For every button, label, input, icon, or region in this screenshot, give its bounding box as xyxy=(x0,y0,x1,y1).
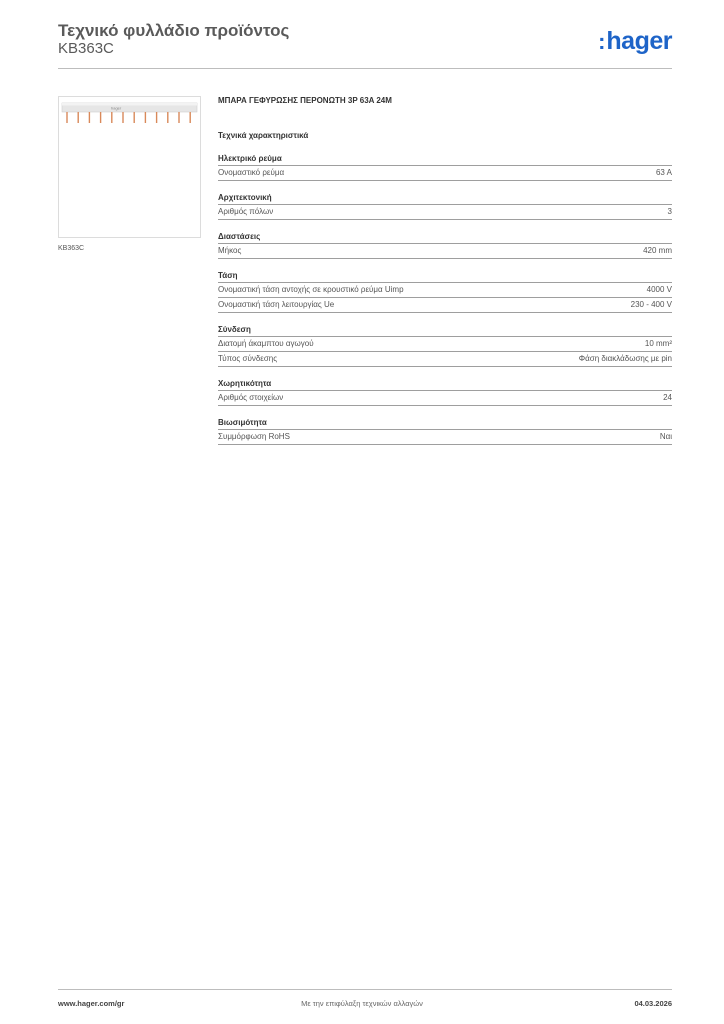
footer-note: Με την επιφύλαξη τεχνικών αλλαγών xyxy=(301,999,423,1008)
spec-row xyxy=(218,430,672,445)
spec-value: 3 xyxy=(667,207,672,216)
product-code: KB363C xyxy=(58,40,114,57)
spec-group-title: Τάση xyxy=(218,271,672,283)
product-name: ΜΠΑΡΑ ΓΕΦΥΡΩΣΗΣ ΠΕΡΟΝΩΤΗ 3P 63A 24M xyxy=(218,96,392,105)
footer-website-link[interactable]: www.hager.com/gr xyxy=(58,999,125,1008)
page-title: Τεχνικό φυλλάδιο προϊόντος xyxy=(58,21,290,40)
spec-group-title: Αρχιτεκτονική xyxy=(218,193,672,205)
spec-value: 230 - 400 V xyxy=(630,300,672,309)
spec-group-title: Βιωσιμότητα xyxy=(218,418,672,430)
spec-group-title: Σύνδεση xyxy=(218,325,672,337)
spec-group xyxy=(218,193,672,220)
spec-row xyxy=(218,337,672,352)
spec-row xyxy=(218,244,672,259)
busbar-brand-label: hager xyxy=(111,105,122,111)
logo-text: hager xyxy=(606,27,672,55)
spec-row xyxy=(218,283,672,298)
spec-label: Μήκος xyxy=(218,246,242,255)
spec-groups xyxy=(218,154,672,445)
spec-row xyxy=(218,205,672,220)
spec-label: Ονομαστική τάση λειτουργίας Ue xyxy=(218,300,335,309)
spec-row xyxy=(218,352,672,367)
spec-label: Αριθμός στοιχείων xyxy=(218,393,284,402)
spec-label: Συμμόρφωση RoHS xyxy=(218,432,290,441)
spec-value: 420 mm xyxy=(643,246,672,255)
spec-value: 63 A xyxy=(655,168,672,177)
header-divider xyxy=(58,68,672,69)
spec-group-title: Χωρητικότητα xyxy=(218,379,672,391)
spec-group xyxy=(218,271,672,313)
spec-value: Φάση διακλάδωσης με pin xyxy=(578,354,672,363)
spec-label: Διατομή άκαμπτου αγωγού xyxy=(218,339,314,348)
spec-group xyxy=(218,418,672,445)
footer-divider xyxy=(58,989,672,990)
spec-row xyxy=(218,298,672,313)
product-image-caption: KB363C xyxy=(58,245,85,252)
spec-group xyxy=(218,232,672,259)
busbar-illustration xyxy=(59,97,200,237)
spec-label: Αριθμός πόλων xyxy=(218,207,274,216)
spec-label: Ονομαστική τάση αντοχής σε κρουστικό ρεύμα Uimp xyxy=(218,285,404,294)
spec-group-title: Ηλεκτρικό ρεύμα xyxy=(218,154,672,166)
spec-value: 24 xyxy=(663,393,672,402)
spec-row xyxy=(218,391,672,406)
spec-row xyxy=(218,166,672,181)
spec-sheet xyxy=(218,94,672,445)
section-title: Τεχνικά χαρακτηριστικά xyxy=(218,131,309,140)
hager-logo: :hager xyxy=(598,27,672,55)
spec-value: 4000 V xyxy=(646,285,672,294)
spec-label: Ονομαστικό ρεύμα xyxy=(218,168,285,177)
spec-value: 10 mm² xyxy=(644,339,672,348)
spec-group xyxy=(218,379,672,406)
spec-label: Τύπος σύνδεσης xyxy=(218,354,278,363)
spec-group xyxy=(218,325,672,367)
footer-date: 04.03.2026 xyxy=(634,999,672,1008)
spec-value: Ναι xyxy=(659,432,672,441)
spec-group xyxy=(218,154,672,181)
product-image xyxy=(58,96,201,238)
spec-group-title: Διαστάσεις xyxy=(218,232,672,244)
